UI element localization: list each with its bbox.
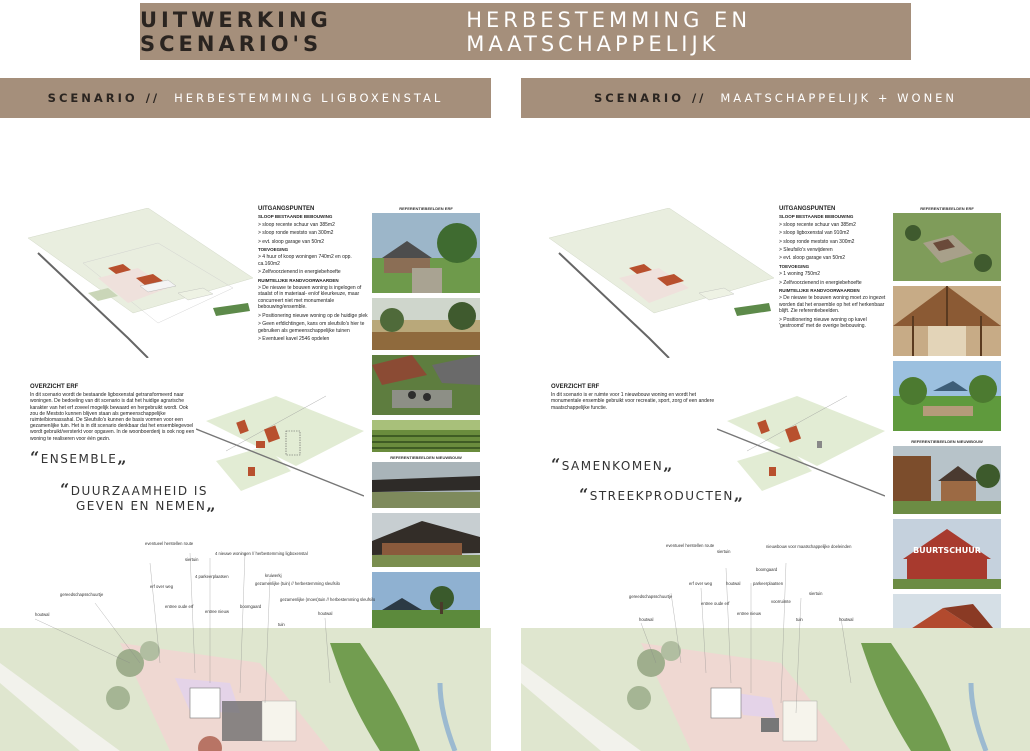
overview-text: In dit scenario wordt de bestaande ligboxenstal getransformeerd naar woningen. De bedoeling van dit scenario is dat het huidige agrarische karakter van het erf zoveel mogelijk bewaard en hergebruikt wordt. Ook zou de Meststo kunnen blijven staan als gemeenschappelijke ruimte/biomassahal. De Sleufsilo's kunnen de basis vormen voor een gezamenlijke tuin. Het is in dit scenario denkbaar dat het ensemblegevoel wordt gebruikt/versterkt voor opgaven. In de woonboerderij is ook nog een woning te realiseren voor één gezin. bbox=[30, 392, 195, 442]
plan-label: erf over weg bbox=[689, 581, 713, 586]
header-scenario-name: MAATSCHAPPELIJK + WONEN bbox=[720, 91, 958, 105]
quote-text-1: SAMENKOMEN bbox=[561, 459, 664, 473]
photo-garden-terrace bbox=[893, 361, 1001, 431]
plan-label: voorruimte bbox=[771, 599, 791, 604]
plan-label: houtwal bbox=[35, 612, 50, 617]
toevoeging-heading: TOEVOEGING bbox=[779, 263, 810, 269]
plan-label: parkeerplaatsen bbox=[753, 581, 784, 586]
ruimtelijk-heading: RUIMTELIJKE RANDVOORWAARDEN bbox=[779, 288, 860, 294]
plan-label: gezamenlijke (moes)tuin // herbestemming sleufsilo bbox=[280, 597, 376, 602]
plan-label: eventueel herstellen route bbox=[145, 541, 194, 546]
overview-right bbox=[551, 384, 716, 411]
text-line: > Positionering nieuwe woning op kavel 'gestroomd' met de overige bebouwing. bbox=[779, 316, 867, 330]
plan-label: 4 nieuwe woningen // herbestemming ligboxenstal bbox=[215, 551, 308, 556]
plan-label: siertuin bbox=[185, 557, 199, 562]
ref-erf-title: REFERENTIEBEELDEN ERF bbox=[920, 206, 974, 211]
ref-erf-title: REFERENTIEBEELDEN ERF bbox=[399, 206, 453, 211]
quote-ensemble: “ENSEMBLE„ bbox=[30, 448, 129, 467]
overview-title: OVERZICHT ERF bbox=[30, 384, 79, 390]
text-line: > Eventueel kavel 2546 opdelen bbox=[258, 335, 330, 342]
plan-label: 4 parkeerplaatsen bbox=[195, 574, 229, 579]
plan-label: kruiwerkj bbox=[265, 573, 282, 578]
plan-label: gezamenlijke (tuin) // herbestemming sleufsilo bbox=[255, 581, 340, 586]
photo-barn-interior bbox=[893, 286, 1001, 356]
plan-label: houtwal bbox=[639, 617, 654, 622]
plan-label: houtwal bbox=[839, 617, 854, 622]
quote-text-2a: DUURZAAMHEID IS bbox=[70, 484, 209, 498]
main-site-plan-right bbox=[521, 533, 1030, 751]
text-line: > sloop ligboxenstal van 910m2 bbox=[779, 230, 850, 237]
uitgangspunten-title: UITGANGSPUNTEN bbox=[779, 206, 836, 212]
plan-label: boomgaard bbox=[756, 567, 778, 572]
toevoeging-heading: TOEVOEGING bbox=[258, 247, 289, 253]
text-line: > sloop ronde meststo van 300m2 bbox=[779, 238, 855, 245]
photo-terrace bbox=[372, 355, 480, 415]
photo-meadow bbox=[372, 298, 480, 350]
quote-text-1: ENSEMBLE bbox=[40, 452, 118, 466]
plan-label: boomgaard bbox=[240, 604, 262, 609]
text-line: > Geen erfdichtingen, kans om sleufsilo's hier te gebruiken als gemeenschappelijke tuinen bbox=[258, 321, 365, 334]
board-maatschappelijk bbox=[521, 78, 1030, 751]
axonometric-view bbox=[28, 208, 253, 358]
small-site-plan-left bbox=[196, 391, 364, 501]
header-scenario-name: HERBESTEMMING LIGBOXENSTAL bbox=[174, 91, 444, 105]
photo-aerial-farm bbox=[893, 213, 1001, 281]
quote-duurzaamheid: “DUURZAAMHEID IS GEVEN EN NEMEN„ bbox=[60, 480, 218, 514]
text-line: > evt. sloop garage van 50m2 bbox=[779, 255, 846, 262]
sloop-heading: SLOOP BESTAANDE BEBOUWING bbox=[258, 214, 333, 220]
plan-label: tuin bbox=[278, 622, 285, 627]
main-title-part1: UITWERKING SCENARIO'S bbox=[140, 7, 332, 56]
text-line: > 1 woning 750m2 bbox=[779, 271, 821, 278]
plan-label: houtwal bbox=[318, 611, 333, 616]
ref-nieuwbouw-title: REFERENTIEBEELDEN NIEUWBOUW bbox=[390, 455, 462, 460]
quote-samenkomen: “SAMENKOMEN„ bbox=[551, 455, 674, 474]
header-slashes: // bbox=[691, 91, 707, 105]
text-line: > evt. sloop garage van 50m2 bbox=[258, 238, 325, 245]
plan-label: gereedschapsschuurtje bbox=[60, 592, 104, 597]
ref-nieuwbouw-title: REFERENTIEBEELDEN NIEUWBOUW bbox=[911, 439, 983, 444]
overview-text: In dit scenario is er ruimte voor 1 nieuwbouw woning en wordt het monumentale ensemble gebruikt voor recreatie, sport, zorg of een andere maatschappelijke functie. bbox=[551, 392, 715, 411]
text-line: > Zelfvoorzienend in energiebehoefte bbox=[779, 279, 862, 286]
main-title-part2: HERBESTEMMING EN MAATSCHAPPELIJK bbox=[466, 7, 752, 56]
text-line: > 4 huur of koop woningen 740m2 en opp. ca.160m2 bbox=[258, 254, 352, 267]
overview-left bbox=[30, 384, 195, 442]
photo-wooden-houses bbox=[893, 446, 1001, 514]
text-line: > Positionering nieuwe woning op de huidige plek bbox=[258, 312, 368, 319]
quote-streekproducten: “STREEKPRODUCTEN„ bbox=[579, 485, 745, 504]
main-site-plan-left bbox=[0, 533, 491, 751]
buurtschuur-sign: BUURTSCHUUR bbox=[913, 546, 981, 555]
overview-title: OVERZICHT ERF bbox=[551, 384, 600, 390]
text-line: > sloop recente schuur van 385m2 bbox=[258, 221, 335, 228]
plan-label: entree nieuw bbox=[205, 609, 229, 614]
text-line: > Sleufsilo's verwijderen bbox=[779, 247, 833, 254]
plan-label: nieuwbouw voor maatschappelijke doeleinden bbox=[766, 544, 852, 549]
plan-label: entree oude erf bbox=[165, 604, 194, 609]
photo-long-barn bbox=[372, 462, 480, 508]
board-header-right bbox=[521, 78, 1030, 118]
plan-label: eventueel herstellen route bbox=[666, 543, 715, 548]
plan-label: entree oude erf bbox=[701, 601, 730, 606]
board-header-left bbox=[0, 78, 491, 118]
photo-caption-3 bbox=[893, 431, 1001, 436]
quote-text-2a: STREEKPRODUCTEN bbox=[589, 489, 734, 503]
text-line: > sloop ronde meststo van 300m2 bbox=[258, 230, 334, 237]
main-title bbox=[140, 3, 911, 60]
photo-barn-yard bbox=[372, 213, 480, 293]
text-line: > De nieuwe te bouwen woning is ingelogen of staalst of in materiaal- en/of kleurkeuze, maar concurreert niet met monumentale bebouwing/ensemble. bbox=[258, 285, 362, 311]
sloop-heading: SLOOP BESTAANDE BEBOUWING bbox=[779, 214, 854, 220]
axonometric-view bbox=[549, 208, 774, 358]
header-scenario: SCENARIO bbox=[593, 91, 684, 105]
uitgangspunten-title: UITGANGSPUNTEN bbox=[258, 206, 315, 212]
plan-label: entree nieuw bbox=[737, 611, 761, 616]
text-line: > De nieuwe te bouwen woning moet zo ingezet worden dat het ensemble op het erf herkenbaar blijft. Zie referentiebeelden. bbox=[779, 295, 886, 315]
plan-label: siertuin bbox=[717, 549, 731, 554]
board-herbestemming bbox=[0, 78, 491, 751]
text-line: > sloop recente schuur van 385m2 bbox=[779, 221, 856, 228]
ruimtelijk-heading: RUIMTELIJKE RANDVOORWAARDEN bbox=[258, 277, 339, 283]
header-slashes: // bbox=[145, 91, 161, 105]
plan-label: gereedschapsschuurtje bbox=[629, 594, 673, 599]
quote-text-2b: GEVEN EN NEMEN bbox=[76, 499, 207, 513]
plan-label: houtwal bbox=[726, 581, 741, 586]
plan-label: siertuin bbox=[809, 591, 823, 596]
plan-label: erf over weg bbox=[150, 584, 174, 589]
uitgangspunten-left bbox=[258, 206, 368, 344]
uitgangspunten-right bbox=[779, 206, 889, 332]
plan-label: tuin bbox=[796, 617, 803, 622]
photo-vegetable-garden bbox=[372, 420, 480, 452]
header-scenario: SCENARIO bbox=[47, 91, 138, 105]
text-line: > Zelfvoorzienend in energiebehoefte bbox=[258, 269, 341, 276]
